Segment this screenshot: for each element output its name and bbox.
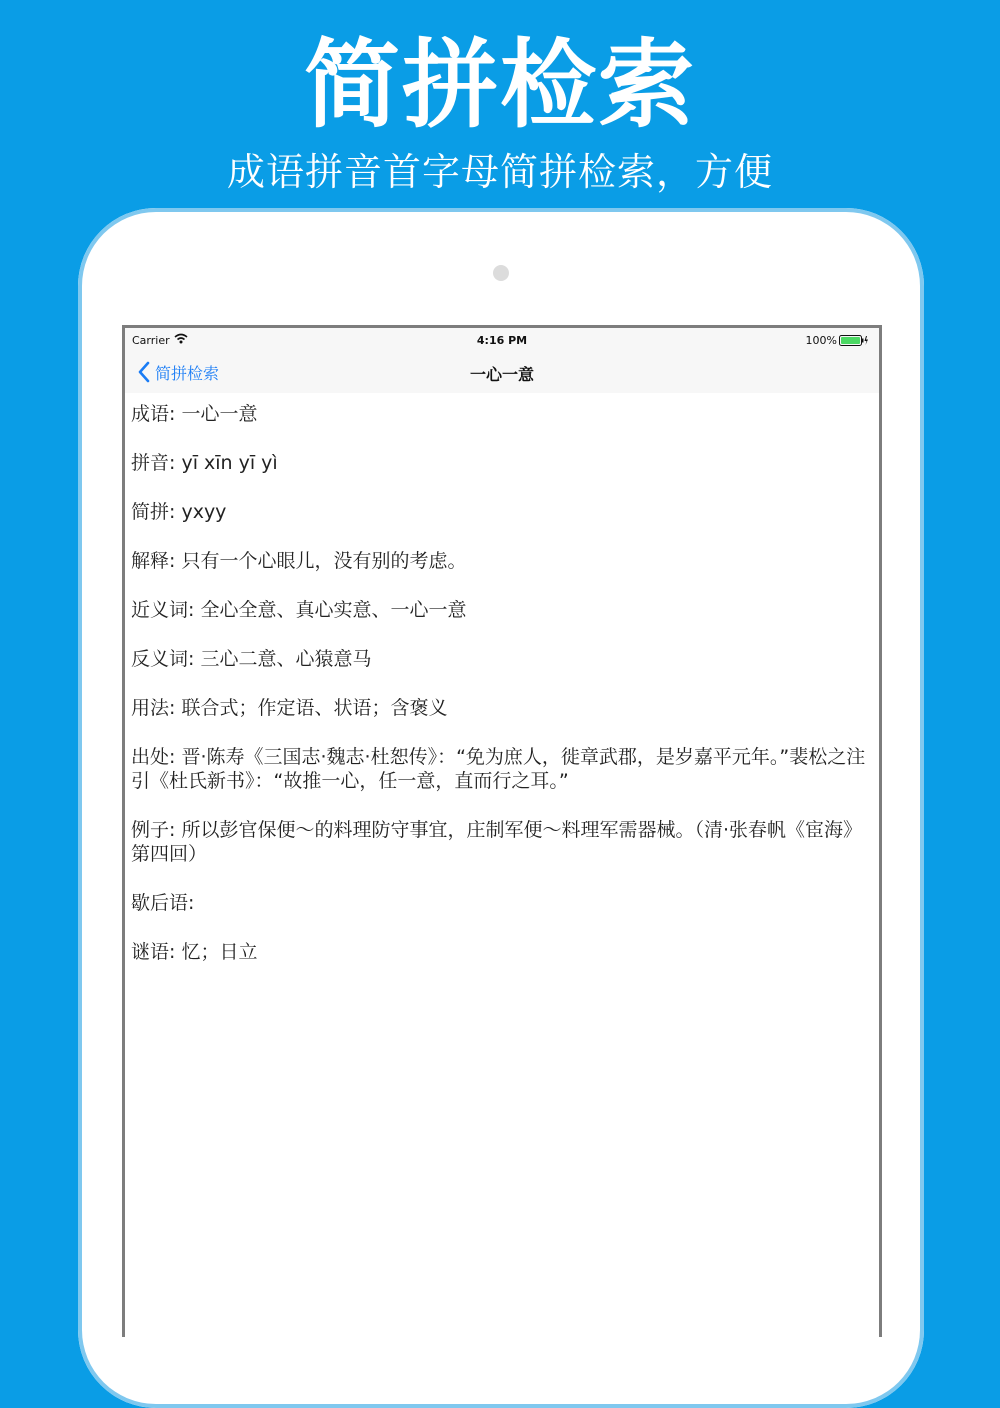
entry-value: 忆；日立: [181, 941, 258, 963]
navigation-bar: [125, 352, 879, 393]
entry-value: 所以彭官保便～的料理防守事宜，庄制军便～料理军需器械。（清·张春帆《宦海》第四回）: [131, 819, 862, 865]
nav-title: 一心一意: [469, 365, 534, 384]
entry-value: 三心二意、心猿意马: [200, 648, 372, 670]
entry-label: 拼音:: [131, 452, 176, 474]
entry-label: 歇后语:: [131, 892, 195, 914]
top-bar-area: [125, 328, 879, 393]
entry-abbreviation: [131, 500, 871, 524]
entry-idiom: [131, 402, 871, 426]
back-button-label: 简拼检索: [155, 363, 220, 383]
entry-value: 只有一个心眼儿，没有别的考虑。: [181, 550, 467, 572]
entry-riddle: [131, 940, 871, 964]
entry-synonyms: [131, 598, 871, 622]
entry-value: 晋·陈寿《三国志·魏志·杜恕传》：“免为庶人，徙章武郡，是岁嘉平元年。”裴松之注引《杜氏新书》：“故推一心，任一意，直而行之耳。”: [131, 746, 866, 792]
entry-label: 用法:: [131, 697, 176, 719]
entry-value: yxyy: [181, 501, 227, 523]
entry-label: 近义词:: [131, 599, 195, 621]
entry-xiehouyu: [131, 891, 871, 915]
camera-dot: [493, 265, 509, 281]
entry-value: 全心全意、真心实意、一心一意: [200, 599, 467, 621]
promo-subtitle: 成语拼音首字母简拼检索，方便: [226, 150, 773, 194]
entry-value: yī xīn yī yì: [181, 452, 278, 474]
battery-icon: [839, 335, 869, 346]
entry-usage: [131, 696, 871, 720]
entry-antonyms: [131, 647, 871, 671]
idiom-detail: [131, 402, 871, 989]
carrier-label: Carrier: [132, 334, 170, 347]
entry-label: 例子:: [131, 819, 176, 841]
app-screen: [122, 325, 882, 1337]
entry-label: 谜语:: [131, 941, 176, 963]
entry-label: 简拼:: [131, 501, 176, 523]
status-bar: [125, 328, 879, 352]
entry-example: [131, 818, 871, 866]
entry-label: 成语:: [131, 403, 176, 425]
battery-percent: 100%: [805, 334, 837, 347]
status-time: 4:16 PM: [476, 334, 528, 347]
entry-source: [131, 745, 871, 793]
entry-value: 联合式；作定语、状语；含褒义: [181, 697, 448, 719]
entry-label: 反义词:: [131, 648, 195, 670]
entry-label: 出处:: [131, 746, 176, 768]
entry-label: 解释:: [131, 550, 176, 572]
entry-pinyin: [131, 451, 871, 475]
entry-value: 一心一意: [181, 403, 258, 425]
promo-title: 简拼检索: [304, 28, 696, 141]
entry-explanation: [131, 549, 871, 573]
